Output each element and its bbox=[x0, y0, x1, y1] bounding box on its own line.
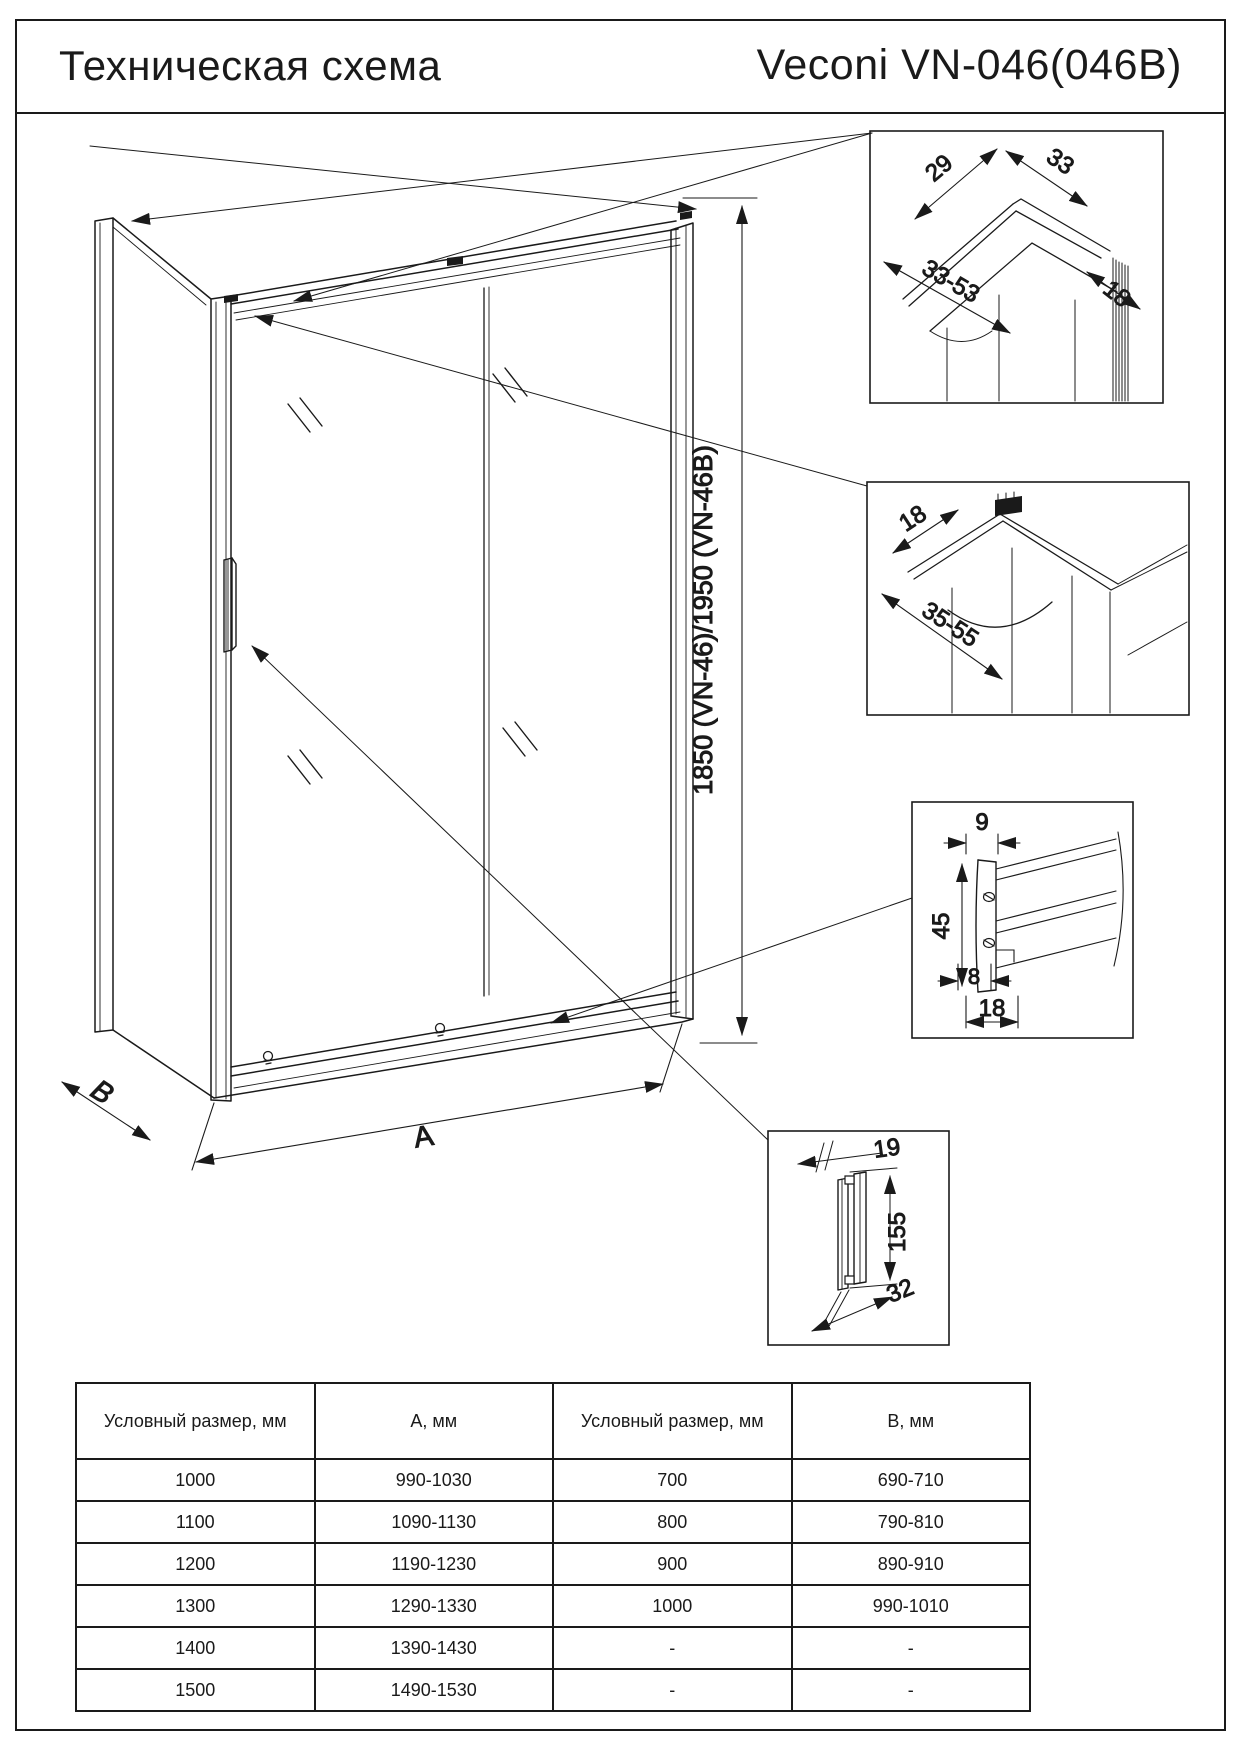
table-cell: 1090-1130 bbox=[315, 1501, 554, 1543]
table-header-b-mm: В, мм bbox=[792, 1383, 1031, 1459]
dim-9-label: 9 bbox=[975, 809, 989, 836]
table-cell: - bbox=[553, 1669, 792, 1711]
dim-18-top-label: 18 bbox=[1097, 275, 1136, 313]
table-row bbox=[76, 1543, 1030, 1585]
table-cell: 990-1010 bbox=[792, 1585, 1031, 1627]
table-cell: 900 bbox=[553, 1543, 792, 1585]
table-cell: 800 bbox=[553, 1501, 792, 1543]
table-row bbox=[76, 1627, 1030, 1669]
table-row bbox=[76, 1501, 1030, 1543]
dim-18-wall-label: 18 bbox=[894, 500, 932, 538]
table-header-a-mm: А, мм bbox=[315, 1383, 554, 1459]
width-dimension-label: A bbox=[411, 1119, 436, 1155]
wall-profile bbox=[95, 218, 113, 1032]
table-cell: 1000 bbox=[553, 1585, 792, 1627]
dim-8-label: 8 bbox=[967, 964, 981, 989]
table-cell: - bbox=[792, 1627, 1031, 1669]
table-cell: - bbox=[792, 1669, 1031, 1711]
height-dimension-label: 1850 (VN-46)/1950 (VN-46B) bbox=[688, 445, 718, 795]
table-cell: 690-710 bbox=[792, 1459, 1031, 1501]
table-cell: 1100 bbox=[76, 1501, 315, 1543]
dim-32-label: 32 bbox=[882, 1273, 918, 1309]
table-cell: 1400 bbox=[76, 1627, 315, 1669]
table-cell: 1500 bbox=[76, 1669, 315, 1711]
dim-35-55-label: 35-55 bbox=[916, 596, 984, 653]
glass-hatch-marks bbox=[288, 368, 537, 784]
table-cell: - bbox=[553, 1627, 792, 1669]
size-table bbox=[75, 1382, 1031, 1712]
dim-18-rail-label: 18 bbox=[978, 995, 1006, 1022]
detail-handle bbox=[768, 1131, 949, 1345]
dim-33-label: 33 bbox=[1041, 143, 1079, 181]
table-cell: 1290-1330 bbox=[315, 1585, 554, 1627]
table-cell: 1490-1530 bbox=[315, 1669, 554, 1711]
detail-wall-profile bbox=[867, 482, 1189, 715]
door-frame bbox=[211, 221, 693, 1101]
dim-19-label: 19 bbox=[871, 1133, 903, 1164]
dim-155-label: 155 bbox=[884, 1211, 911, 1253]
table-header-row bbox=[76, 1383, 1030, 1459]
side-glass-panel bbox=[113, 218, 214, 1098]
frame-brackets bbox=[224, 211, 692, 303]
detail-top-profile bbox=[870, 131, 1163, 403]
width-dimension bbox=[192, 1024, 682, 1170]
table-cell: 1200 bbox=[76, 1543, 315, 1585]
model-title: Veconi VN-046(046B) bbox=[756, 41, 1182, 89]
table-cell: 1000 bbox=[76, 1459, 315, 1501]
table-row bbox=[76, 1459, 1030, 1501]
dim-33-53-label: 33-53 bbox=[917, 254, 985, 309]
table-cell: 1300 bbox=[76, 1585, 315, 1627]
table-cell: 700 bbox=[553, 1459, 792, 1501]
table-header-size-a: Условный размер, мм bbox=[76, 1383, 315, 1459]
table-row bbox=[76, 1585, 1030, 1627]
leader-lines bbox=[90, 133, 912, 1140]
page-title: Техническая схема bbox=[59, 41, 442, 89]
table-cell: 890-910 bbox=[792, 1543, 1031, 1585]
dim-45-label: 45 bbox=[928, 912, 955, 940]
dim-29-label: 29 bbox=[920, 149, 959, 188]
door-rollers bbox=[264, 1024, 445, 1065]
table-cell: 1390-1430 bbox=[315, 1627, 554, 1669]
table-row bbox=[76, 1669, 1030, 1711]
table-cell: 990-1030 bbox=[315, 1459, 554, 1501]
table-cell: 1190-1230 bbox=[315, 1543, 554, 1585]
table-header-size-b: Условный размер, мм bbox=[553, 1383, 792, 1459]
table-cell: 790-810 bbox=[792, 1501, 1031, 1543]
depth-dimension-label: B bbox=[85, 1073, 119, 1112]
detail-bottom-rail bbox=[912, 802, 1133, 1038]
